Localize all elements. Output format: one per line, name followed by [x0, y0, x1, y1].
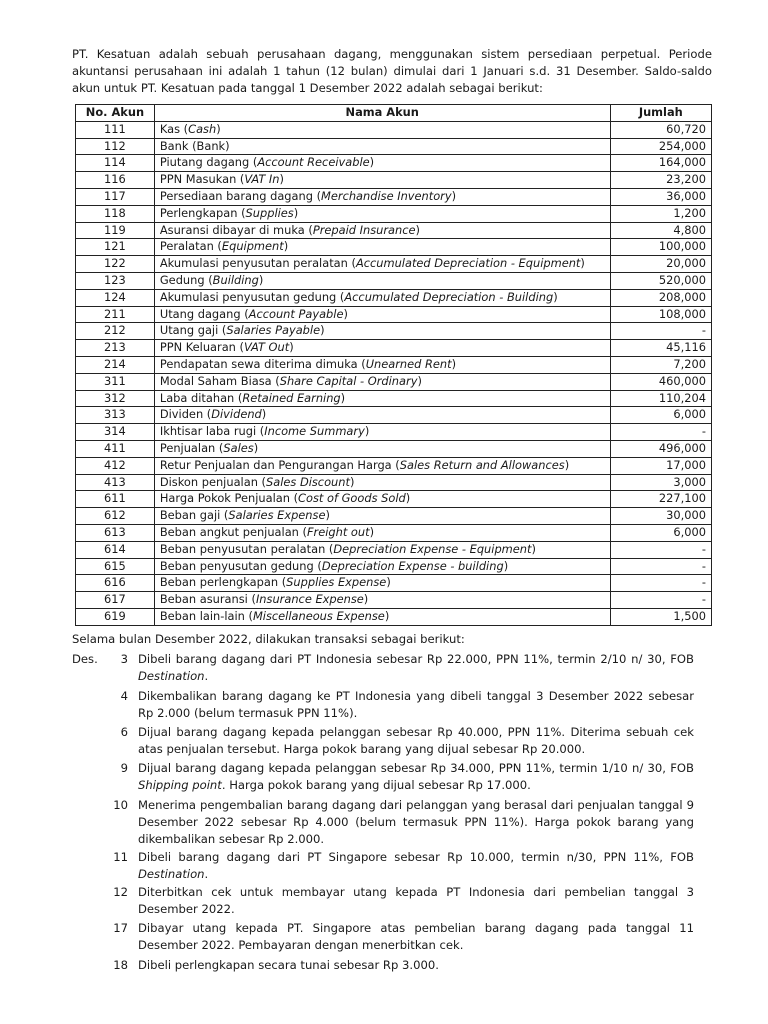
- account-number-cell: 121: [76, 239, 155, 256]
- table-row: [76, 239, 712, 256]
- account-number-cell: 114: [76, 155, 155, 172]
- table-row: [76, 121, 712, 138]
- transaction-text: Dibeli barang dagang dari PT Singapore sebesar Rp 10.000, termin n/30, PPN 11%, FOB: [138, 850, 694, 864]
- account-number-cell: 119: [76, 222, 155, 239]
- account-name-cell: Utang gaji (Salaries Payable): [154, 323, 610, 340]
- account-name-cell: Beban asuransi (Insurance Expense): [154, 592, 610, 609]
- account-name-cell: Kas (Cash): [154, 121, 610, 138]
- account-name: Akumulasi penyusutan gedung: [159, 289, 337, 304]
- table-row: [76, 340, 712, 357]
- account-number-cell: 214: [76, 356, 155, 373]
- account-name: Utang dagang: [159, 306, 241, 321]
- table-row: [76, 256, 712, 273]
- account-name-cell: Laba ditahan (Retained Earning): [154, 390, 610, 407]
- account-name-cell: Retur Penjualan dan Pengurangan Harga (Sales Return and Allowances): [154, 457, 610, 474]
- account-name-cell: Dividen (Dividend): [154, 407, 610, 424]
- account-name-cell: Utang dagang (Account Payable): [154, 306, 610, 323]
- amount-cell: 45,116: [610, 340, 711, 357]
- account-name: Persediaan barang dagang: [159, 188, 313, 203]
- account-english-name: Depreciation Expense - building: [321, 558, 504, 573]
- account-name-cell: Diskon penjualan (Sales Discount): [154, 474, 610, 491]
- account-english-name: Sales Return and Allowances: [399, 457, 565, 472]
- account-english-name: Income Summary: [264, 424, 365, 439]
- account-english-name: Salaries Payable: [226, 323, 321, 338]
- amount-cell: 23,200: [610, 172, 711, 189]
- account-english-name: Unearned Rent: [365, 356, 452, 371]
- account-name-cell: Akumulasi penyusutan peralatan (Accumulated Depreciation - Equipment): [154, 256, 610, 273]
- table-row: [76, 575, 712, 592]
- transaction-description: [138, 797, 694, 847]
- table-row: [76, 205, 712, 222]
- transaction-description: [138, 849, 694, 883]
- account-number-cell: 123: [76, 272, 155, 289]
- transaction-text: Diterbitkan cek untuk membayar utang kepada PT Indonesia dari pembelian tanggal 3 Desember 2022.: [138, 885, 694, 916]
- transaction-day: 3: [120, 652, 128, 666]
- account-name: Beban perlengkapan: [159, 575, 279, 590]
- account-number-cell: 212: [76, 323, 155, 340]
- transaction-text-after: . Harga pokok barang yang dijual sebesar Rp 17.000.: [221, 777, 531, 792]
- account-name-cell: Beban penyusutan peralatan (Depreciation Expense - Equipment): [154, 541, 610, 558]
- account-name: Beban lain-lain: [159, 608, 245, 623]
- amount-cell: 17,000: [610, 457, 711, 474]
- account-name-cell: Beban gaji (Salaries Expense): [154, 508, 610, 525]
- account-english-name: Sales: [223, 440, 254, 455]
- account-number-cell: 124: [76, 289, 155, 306]
- table-row: [76, 608, 712, 625]
- account-number-cell: 617: [76, 592, 155, 609]
- account-name-cell: Gedung (Building): [154, 272, 610, 289]
- table-row: [76, 424, 712, 441]
- account-number-cell: 616: [76, 575, 155, 592]
- account-english-name: Miscellaneous Expense: [252, 608, 385, 623]
- account-name: Bank (Bank): [159, 138, 230, 153]
- account-number-cell: 312: [76, 390, 155, 407]
- account-number-cell: 411: [76, 440, 155, 457]
- transaction-day: 18: [113, 958, 128, 972]
- table-row: [76, 188, 712, 205]
- account-english-name: Cash: [188, 121, 217, 136]
- account-name: Gedung: [159, 272, 205, 287]
- transaction-emphasis: Shipping point: [138, 777, 222, 792]
- account-name: Piutang dagang: [159, 155, 250, 170]
- account-english-name: Share Capital - Ordinary: [279, 373, 418, 388]
- table-row: [76, 222, 712, 239]
- transaction-emphasis: Destination: [138, 866, 205, 881]
- account-english-name: Prepaid Insurance: [312, 222, 416, 237]
- amount-cell: 227,100: [610, 491, 711, 508]
- account-english-name: VAT In: [244, 172, 280, 187]
- account-name: Retur Penjualan dan Pengurangan Harga: [159, 457, 392, 472]
- account-name-cell: Asuransi dibayar di muka (Prepaid Insurance): [154, 222, 610, 239]
- account-name: Pendapatan sewa diterima dimuka: [159, 356, 358, 371]
- account-name: Penjualan: [159, 440, 216, 455]
- amount-cell: 3,000: [610, 474, 711, 491]
- transaction-text: Dijual barang dagang kepada pelanggan sebesar Rp 40.000, PPN 11%. Diterima sebuah cek atas penjualan tersebut. Harga pokok barang yang dijual sebesar Rp 20.000.: [138, 725, 694, 756]
- account-name-cell: Beban perlengkapan (Supplies Expense): [154, 575, 610, 592]
- table-row: [76, 524, 712, 541]
- account-english-name: Accumulated Depreciation - Building: [344, 289, 554, 304]
- account-name-cell: Ikhtisar laba rugi (Income Summary): [154, 424, 610, 441]
- amount-cell: -: [610, 541, 711, 558]
- account-number-cell: 112: [76, 138, 155, 155]
- transaction-day: 9: [120, 761, 128, 775]
- header-account-number: No. Akun: [76, 105, 155, 122]
- account-name: Beban asuransi: [159, 592, 248, 607]
- account-english-name: Account Payable: [248, 306, 344, 321]
- account-number-cell: 313: [76, 407, 155, 424]
- transaction-text: Dijual barang dagang kepada pelanggan sebesar Rp 34.000, PPN 11%, termin 1/10 n/ 30, FOB: [138, 761, 694, 775]
- account-english-name: Depreciation Expense - Equipment: [333, 541, 532, 556]
- amount-cell: 7,200: [610, 356, 711, 373]
- table-header-row: [76, 105, 712, 122]
- account-name-cell: [154, 138, 610, 155]
- amount-cell: 6,000: [610, 524, 711, 541]
- table-row: [76, 440, 712, 457]
- table-row: [76, 508, 712, 525]
- transaction-emphasis: Destination: [138, 668, 205, 683]
- account-name: Beban angkut penjualan: [159, 524, 299, 539]
- account-name: Akumulasi penyusutan peralatan: [159, 256, 348, 271]
- account-number-cell: 614: [76, 541, 155, 558]
- table-row: [76, 558, 712, 575]
- table-row: [76, 592, 712, 609]
- amount-cell: -: [610, 323, 711, 340]
- account-name: Beban gaji: [159, 508, 221, 523]
- amount-cell: 60,720: [610, 121, 711, 138]
- transaction-text-after: .: [204, 866, 209, 881]
- account-number-cell: 117: [76, 188, 155, 205]
- amount-cell: 254,000: [610, 138, 711, 155]
- table-row: [76, 289, 712, 306]
- amount-cell: 100,000: [610, 239, 711, 256]
- account-name: Beban penyusutan gedung: [159, 558, 314, 573]
- account-english-name: Supplies: [245, 205, 294, 220]
- account-name-cell: Penjualan (Sales): [154, 440, 610, 457]
- transaction-description: [138, 651, 694, 685]
- table-row: [76, 407, 712, 424]
- table-row: [76, 390, 712, 407]
- account-number-cell: 619: [76, 608, 155, 625]
- account-name: Modal Saham Biasa: [159, 373, 272, 388]
- table-row: [76, 373, 712, 390]
- table-row: [76, 138, 712, 155]
- account-english-name: Dividend: [211, 407, 262, 422]
- transaction-text-after: .: [204, 668, 209, 683]
- amount-cell: -: [610, 558, 711, 575]
- account-name: Dividen: [159, 407, 204, 422]
- amount-cell: 6,000: [610, 407, 711, 424]
- account-number-cell: 615: [76, 558, 155, 575]
- transaction-text: Menerima pengembalian barang dagang dari pelanggan yang berasal dari penjualan tanggal 9 Desember 2022 sebesar Rp 4.000 (belum termasuk PPN 11%). Harga pokok barang yang dikembalikan sebesar Rp 2.000.: [138, 798, 694, 846]
- account-number-cell: 118: [76, 205, 155, 222]
- account-english-name: Salaries Expense: [228, 508, 326, 523]
- account-english-name: Insurance Expense: [255, 592, 364, 607]
- amount-cell: 460,000: [610, 373, 711, 390]
- account-name: PPN Keluaran: [159, 340, 236, 355]
- account-name-cell: Beban angkut penjualan (Freight out): [154, 524, 610, 541]
- account-name: PPN Masukan: [159, 172, 237, 187]
- account-number-cell: 111: [76, 121, 155, 138]
- amount-cell: 520,000: [610, 272, 711, 289]
- account-english-name: Equipment: [221, 239, 284, 254]
- amount-cell: 36,000: [610, 188, 711, 205]
- header-amount: Jumlah: [610, 105, 711, 122]
- transaction-description: [138, 760, 694, 794]
- transaction-month: Des.: [72, 652, 98, 666]
- amount-cell: 20,000: [610, 256, 711, 273]
- account-name: Laba ditahan: [159, 390, 235, 405]
- account-name-cell: Perlengkapan (Supplies): [154, 205, 610, 222]
- transaction-description: [138, 884, 694, 918]
- transaction-day: 6: [120, 725, 128, 739]
- table-row: [76, 474, 712, 491]
- account-number-cell: 412: [76, 457, 155, 474]
- amount-cell: 1,500: [610, 608, 711, 625]
- account-english-name: Accumulated Depreciation - Equipment: [355, 256, 581, 271]
- account-name-cell: Beban lain-lain (Miscellaneous Expense): [154, 608, 610, 625]
- amount-cell: 30,000: [610, 508, 711, 525]
- transactions-intro: Selama bulan Desember 2022, dilakukan transaksi sebagai berikut:: [72, 632, 465, 646]
- account-english-name: Freight out: [306, 524, 370, 539]
- header-account-name: Nama Akun: [154, 105, 610, 122]
- account-balance-table: [75, 104, 712, 626]
- transaction-day: 4: [120, 689, 128, 703]
- account-name-cell: Peralatan (Equipment): [154, 239, 610, 256]
- account-number-cell: 612: [76, 508, 155, 525]
- amount-cell: -: [610, 424, 711, 441]
- account-number-cell: 116: [76, 172, 155, 189]
- account-name-cell: Akumulasi penyusutan gedung (Accumulated Depreciation - Building): [154, 289, 610, 306]
- account-name-cell: Harga Pokok Penjualan (Cost of Goods Sold): [154, 491, 610, 508]
- account-name-cell: Pendapatan sewa diterima dimuka (Unearned Rent): [154, 356, 610, 373]
- table-row: [76, 457, 712, 474]
- account-name: Beban penyusutan peralatan: [159, 541, 326, 556]
- table-row: [76, 323, 712, 340]
- transaction-text: Dikembalikan barang dagang ke PT Indonesia yang dibeli tanggal 3 Desember 2022 sebesar Rp 2.000 (belum termasuk PPN 11%).: [138, 689, 694, 720]
- transaction-text: Dibeli perlengkapan secara tunai sebesar Rp 3.000.: [138, 958, 439, 972]
- account-number-cell: 611: [76, 491, 155, 508]
- account-number-cell: 213: [76, 340, 155, 357]
- transaction-description: [138, 920, 694, 954]
- transaction-day: 12: [113, 885, 128, 899]
- account-name-cell: PPN Masukan (VAT In): [154, 172, 610, 189]
- account-name-cell: Modal Saham Biasa (Share Capital - Ordinary): [154, 373, 610, 390]
- account-number-cell: 413: [76, 474, 155, 491]
- account-name-cell: PPN Keluaran (VAT Out): [154, 340, 610, 357]
- amount-cell: 4,800: [610, 222, 711, 239]
- transaction-description: [138, 957, 694, 974]
- intro-paragraph: PT. Kesatuan adalah sebuah perusahaan dagang, menggunakan sistem persediaan perpetual. Periode akuntansi perusahaan ini adalah 1 tahun (12 bulan) dimulai dari 1 Januari s.d. 31 Desember. Saldo-saldo akun untuk PT. Kesatuan pada tanggal 1 Desember 2022 adalah sebagai berikut:: [72, 47, 712, 95]
- account-english-name: Cost of Goods Sold: [298, 491, 406, 506]
- amount-cell: 164,000: [610, 155, 711, 172]
- transaction-day: 10: [113, 798, 128, 812]
- transaction-description: [138, 724, 694, 758]
- transaction-description: [138, 688, 694, 722]
- table-row: [76, 491, 712, 508]
- account-english-name: Account Receivable: [257, 155, 370, 170]
- account-name: Ikhtisar laba rugi: [159, 424, 257, 439]
- account-name: Peralatan: [159, 239, 214, 254]
- table-row: [76, 306, 712, 323]
- account-english-name: Retained Earning: [242, 390, 341, 405]
- account-english-name: Sales Discount: [266, 474, 350, 489]
- account-english-name: Supplies Expense: [286, 575, 387, 590]
- account-name: Utang gaji: [159, 323, 219, 338]
- table-row: [76, 172, 712, 189]
- amount-cell: -: [610, 592, 711, 609]
- transaction-text: Dibeli barang dagang dari PT Indonesia sebesar Rp 22.000, PPN 11%, termin 2/10 n/ 30, FOB: [138, 652, 694, 666]
- account-name-cell: Piutang dagang (Account Receivable): [154, 155, 610, 172]
- transaction-day: 17: [113, 921, 128, 935]
- account-name: Perlengkapan: [159, 205, 238, 220]
- account-number-cell: 314: [76, 424, 155, 441]
- transaction-text: Dibayar utang kepada PT. Singapore atas pembelian barang dagang pada tanggal 11 Desember 2022. Pembayaran dengan menerbitkan cek.: [138, 921, 694, 952]
- amount-cell: -: [610, 575, 711, 592]
- table-row: [76, 541, 712, 558]
- account-name: Harga Pokok Penjualan: [159, 491, 290, 506]
- account-number-cell: 613: [76, 524, 155, 541]
- account-number-cell: 311: [76, 373, 155, 390]
- account-name-cell: Persediaan barang dagang (Merchandise Inventory): [154, 188, 610, 205]
- account-name: Asuransi dibayar di muka: [159, 222, 305, 237]
- table-row: [76, 155, 712, 172]
- amount-cell: 1,200: [610, 205, 711, 222]
- amount-cell: 110,204: [610, 390, 711, 407]
- account-name: Diskon penjualan: [159, 474, 258, 489]
- account-english-name: Building: [212, 272, 259, 287]
- account-number-cell: 211: [76, 306, 155, 323]
- transaction-day: 11: [113, 850, 128, 864]
- table-row: [76, 272, 712, 289]
- account-english-name: VAT Out: [243, 340, 290, 355]
- amount-cell: 108,000: [610, 306, 711, 323]
- account-english-name: Merchandise Inventory: [321, 188, 452, 203]
- account-name: Kas: [159, 121, 181, 136]
- amount-cell: 208,000: [610, 289, 711, 306]
- account-name-cell: Beban penyusutan gedung (Depreciation Expense - building): [154, 558, 610, 575]
- table-row: [76, 356, 712, 373]
- account-number-cell: 122: [76, 256, 155, 273]
- amount-cell: 496,000: [610, 440, 711, 457]
